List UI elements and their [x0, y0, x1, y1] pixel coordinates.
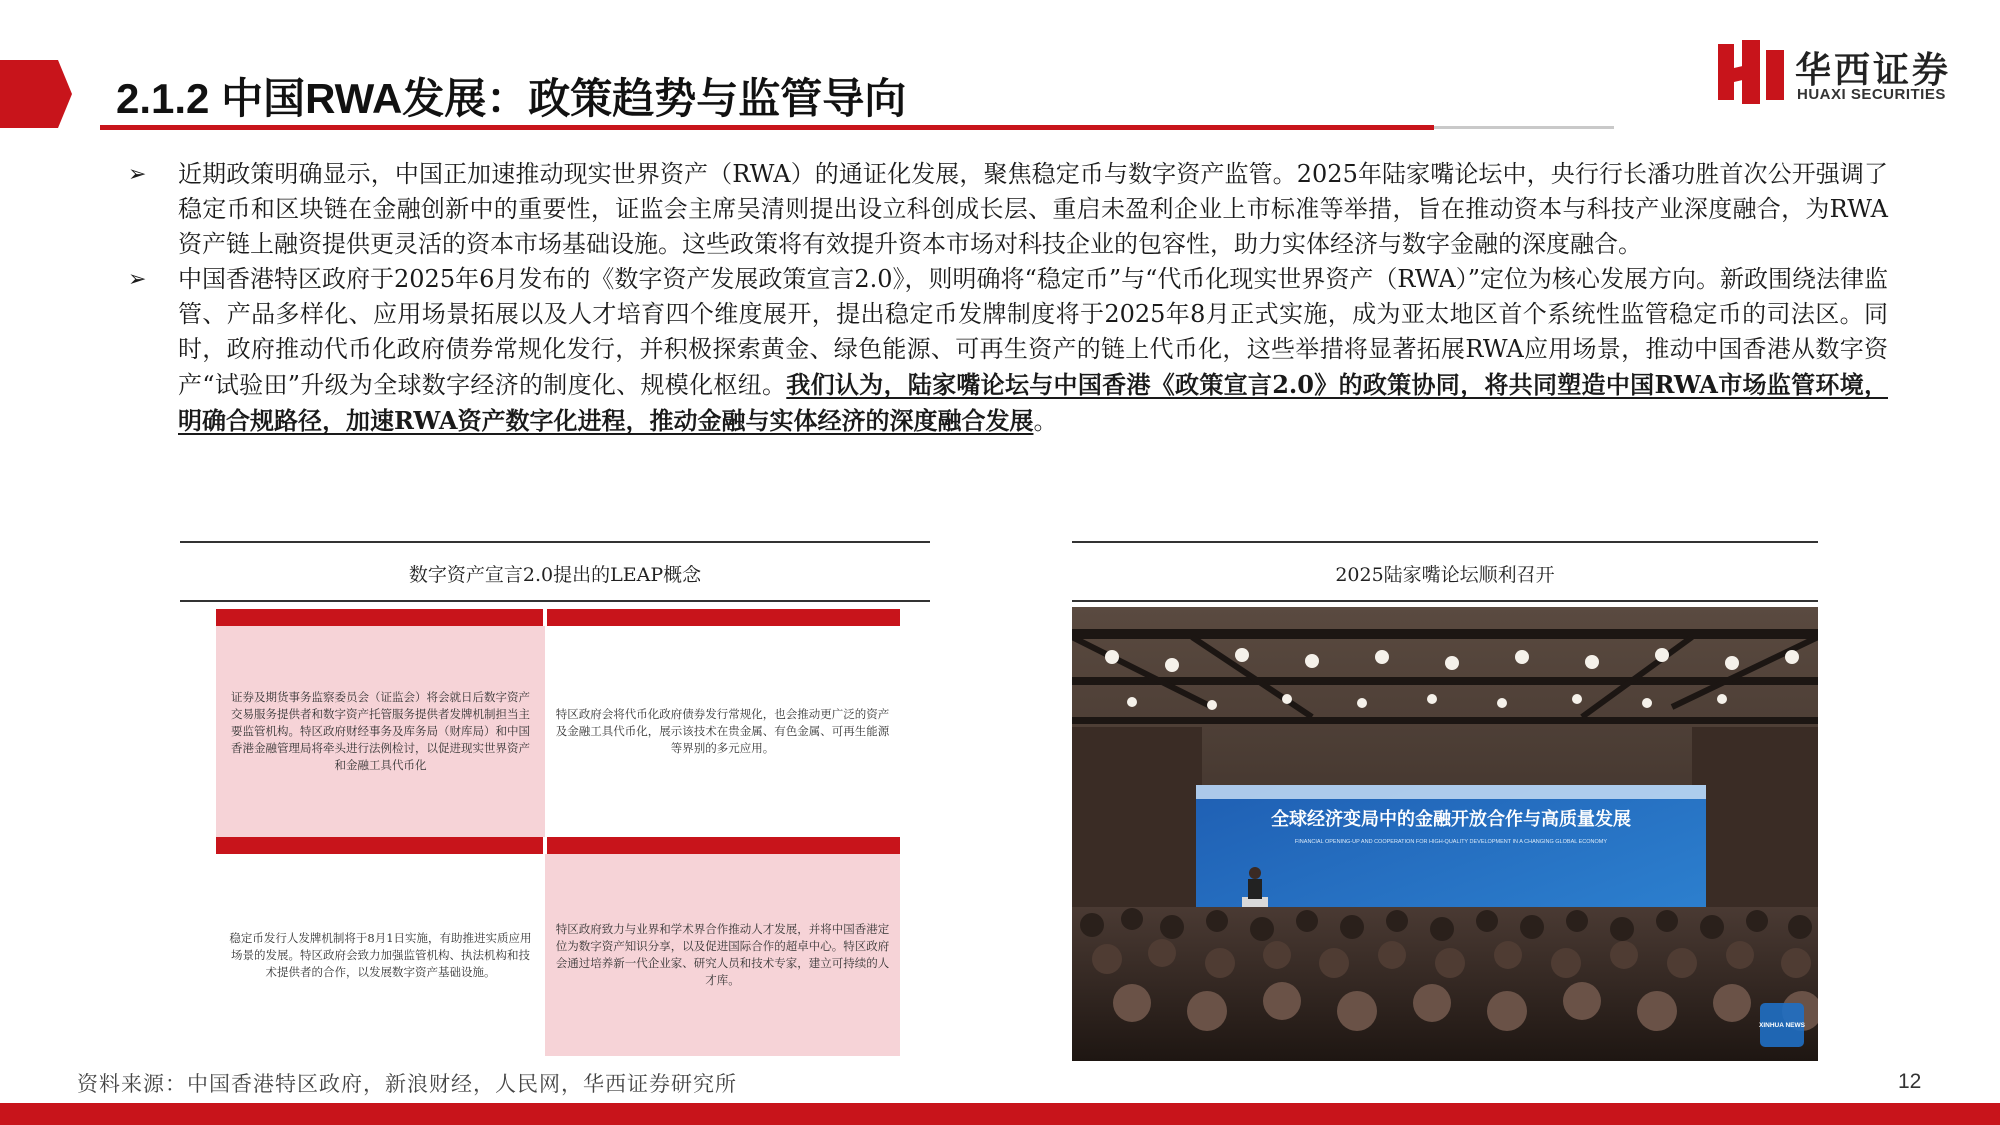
bullet-item	[128, 157, 1888, 262]
footer-bar	[0, 1103, 2000, 1125]
arrow-bullet-icon: ➢	[128, 162, 147, 187]
leap-body-l: 证券及期货事务监察委员会（证监会）将会就日后数字资产交易服务提供者和数字资产托管服务提供者发牌机制担当主要监管机构。特区政府财经事务及库务局（财库局）和中国香港金融管理局将牵头进行法例检讨，以促进现实世界资产和金融工具代币化	[216, 626, 545, 837]
title-underline	[100, 125, 1434, 130]
figure-left-top-rule	[180, 541, 930, 543]
bullet-tail: 。	[1033, 407, 1058, 435]
figure-right-top-rule	[1072, 541, 1818, 543]
forum-photo	[1072, 607, 1818, 1061]
photo-watermark: XINHUA NEWS	[1759, 1022, 1805, 1029]
page-number: 12	[1898, 1070, 1922, 1093]
source-note: 资料来源：中国香港特区政府，新浪财经，人民网，华西证券研究所	[77, 1072, 737, 1096]
leap-body-p: 特区政府致力与业界和学术界合作推动人才发展，并将中国香港定位为数字资产知识分享，以及促进国际合作的超卓中心。特区政府会通过培养新一代企业家、研究人员和技术专家，建立可持续的人才库。	[545, 854, 900, 1056]
huaxi-logo-icon	[1718, 40, 1784, 104]
leap-header-e	[547, 609, 900, 626]
figure-right-bottom-rule	[1072, 600, 1818, 602]
logo-text-en: HUAXI SECURITIES	[1797, 86, 1946, 103]
screen-subtitle: FINANCIAL OPENING-UP AND COOPERATION FOR HIGH-QUALITY DEVELOPMENT IN A CHANGING GLOBAL ECONOMY	[1294, 839, 1608, 845]
leap-header-l	[216, 609, 543, 626]
leap-header-p	[547, 837, 900, 854]
forum-photo-art	[1072, 607, 1818, 1061]
figure-right-caption: 2025陆家嘴论坛顺利召开	[1335, 564, 1555, 586]
bullet-text: 中国香港特区政府于2025年6月发布的《数字资产发展政策宣言2.0》，则明确将“稳定币”与“代币化现实世界资产（RWA）”定位为核心发展方向。新政围绕法律监管、产品多样化、应用场景拓展以及人才培育四个维度展开，提出稳定币发牌制度将于2025年8月正式实施，成为亚太地区首个系统性监管稳定币的司法区。同时，政府推动代币化政府债券常规化发行，并积极探索黄金、绿色能源、可再生资产的链上代币化，这些举措将显著拓展RWA应用场景，推动中国香港从数字资产“试验田”升级为全球数字经济的制度化、规模化枢纽。	[178, 265, 1888, 399]
figure-left-caption: 数字资产宣言2.0提出的LEAP概念	[408, 564, 702, 586]
bullet-text: 近期政策明确显示，中国正加速推动现实世界资产（RWA）的通证化发展，聚焦稳定币与数字资产监管。2025年陆家嘴论坛中，央行行长潘功胜首次公开强调了稳定币和区块链在金融创新中的重要性，证监会主席吴清则提出设立科创成长层、重启未盈利企业上市标准等举措，旨在推动资本与科技产业深度融合，为RWA资产链上融资提供更灵活的资本市场基础设施。这些政策将有效提升资本市场对科技企业的包容性，助力实体经济与数字金融的深度融合。	[178, 160, 1888, 258]
header-accent-bar	[0, 60, 72, 128]
logo-text-cn: 华西证券	[1795, 50, 1952, 91]
leap-body-a: 稳定币发行人发牌机制将于8月1日实施，有助推进实质应用场景的发展。特区政府会致力加强监管机构、执法机构和技术提供者的合作，以发展数字资产基础设施。	[216, 854, 545, 1056]
page-title: 2.1.2 中国RWA发展：政策趋势与监管导向	[116, 75, 907, 122]
screen-title: 全球经济变局中的金融开放合作与高质量发展	[1271, 809, 1631, 830]
title-underline-grey	[1434, 126, 1614, 129]
bullet-emphasis: 我们认为，陆家嘴论坛与中国香港《政策宣言2.0》的政策协同，将共同塑造中国RWA市场监管环境，明确合规路径，加速RWA资产数字化进程，推动金融与实体经济的深度融合发展	[178, 370, 1888, 435]
bullet-list	[128, 157, 1888, 439]
figure-left-bottom-rule	[180, 600, 930, 602]
leap-body-e: 特区政府会将代币化政府债券发行常规化，也会推动更广泛的资产及金融工具代币化，展示该技术在贵金属、有色金属、可再生能源等界别的多元应用。	[545, 626, 900, 837]
leap-diagram	[216, 609, 900, 1056]
leap-header-a	[216, 837, 543, 854]
arrow-bullet-icon: ➢	[128, 267, 147, 292]
bullet-item	[128, 262, 1888, 439]
